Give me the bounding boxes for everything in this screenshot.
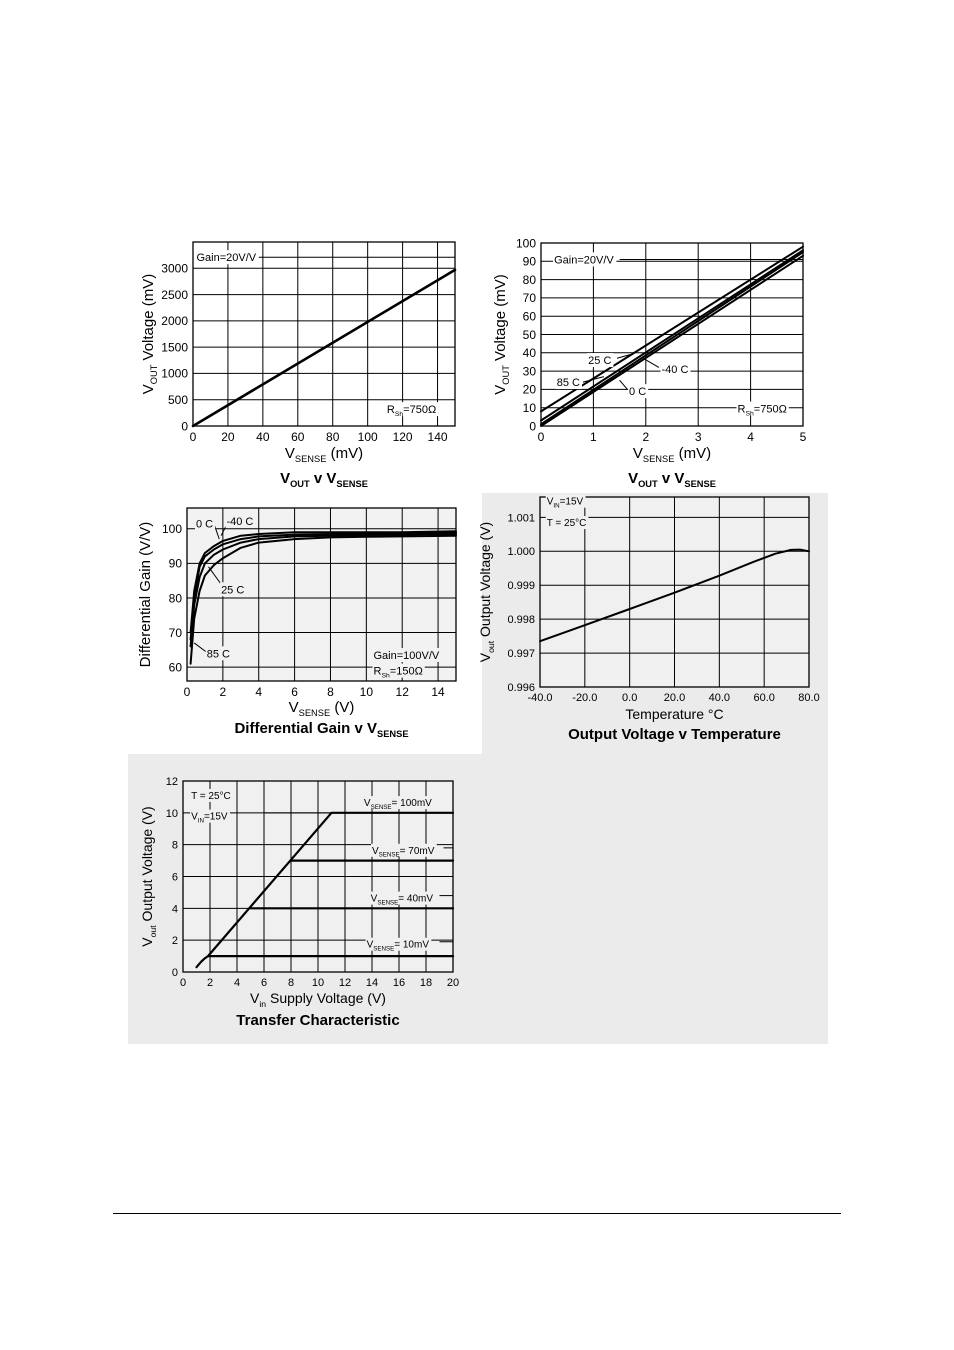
x-tick-label: 14 <box>431 685 445 699</box>
y-tick-label: 60 <box>522 309 536 324</box>
chart-title: $V_{OUT}$ v $V_{SENSE}$ <box>628 470 716 490</box>
annotation-label: 85 C <box>556 377 580 390</box>
x-axis-label: $V_{SENSE}$ (V) <box>288 699 355 719</box>
x-tick-label: 6 <box>291 685 298 699</box>
y-axis-label: Differential Gain (V/V) <box>137 521 154 668</box>
x-tick-label: 6 <box>260 977 268 989</box>
annotation-label: 25 C <box>588 355 612 368</box>
annotation-label: $R_{Sh}=750\Omega$ <box>386 404 437 419</box>
y-tick-label: 1500 <box>161 340 188 355</box>
y-tick-label: 1.000 <box>507 546 535 559</box>
x-tick-label: -40.0 <box>527 692 553 704</box>
x-tick-label: 20 <box>446 977 460 989</box>
y-tick-label: 2000 <box>161 314 188 329</box>
annotation-label: $V_{SENSE}= 100mV$ <box>363 798 432 811</box>
y-tick-label: 20 <box>522 382 536 397</box>
y-tick-label: 6 <box>171 871 178 884</box>
x-tick-label: 1 <box>590 430 597 444</box>
y-tick-label: 90 <box>522 254 536 269</box>
annotation-label: $V_{IN}=15V$ <box>546 496 584 510</box>
x-tick-label: 8 <box>327 685 334 699</box>
annotation-label: 0 C <box>629 386 647 399</box>
x-tick-label: 140 <box>427 430 448 444</box>
x-tick-label: 4 <box>233 977 241 989</box>
annotation-label: 25 C <box>221 584 245 597</box>
x-tick-label: 4 <box>255 685 263 699</box>
y-tick-label: 80 <box>168 591 182 606</box>
y-tick-label: 1000 <box>161 366 188 381</box>
annotation-label: Gain=20V/V <box>554 254 614 267</box>
x-tick-label: 2 <box>206 977 214 989</box>
x-tick-label: 20.0 <box>663 692 686 704</box>
annotation-label: $V_{SENSE}= 10mV$ <box>366 939 430 953</box>
y-tick-label: 30 <box>522 364 536 379</box>
x-axis-label: Temperature °C <box>625 706 724 722</box>
x-tick-label: 14 <box>365 977 379 989</box>
x-tick-label: 10 <box>311 977 325 989</box>
y-tick-label: 0.998 <box>507 614 535 627</box>
annotation-label: $V_{SENSE}= 70mV$ <box>372 845 435 859</box>
chart-title: Output Voltage v Temperature <box>568 726 781 743</box>
annotation-label: -40 C <box>226 515 254 528</box>
y-tick-label: 0 <box>181 419 188 434</box>
x-tick-label: 20 <box>221 430 235 444</box>
x-tick-label: 5 <box>799 430 807 444</box>
x-tick-label: 0 <box>183 685 191 699</box>
x-tick-label: 120 <box>392 430 413 444</box>
x-tick-label: 100 <box>357 430 378 444</box>
x-tick-label: 3 <box>694 430 702 444</box>
x-tick-label: 16 <box>392 977 406 989</box>
y-tick-label: 90 <box>168 556 182 571</box>
x-axis-label: $V_{SENSE}$ (mV) <box>284 445 364 465</box>
chart-c2 <box>492 236 807 489</box>
y-tick-label: 2 <box>171 935 178 948</box>
x-tick-label: 18 <box>419 977 433 989</box>
x-tick-label: 80.0 <box>798 692 820 704</box>
annotation-label: $R_{Sh}=150\Omega$ <box>373 665 423 680</box>
y-tick-label: 0 <box>171 966 178 979</box>
x-axis-label: $V_{SENSE}$ (mV) <box>632 445 712 465</box>
x-tick-label: 2 <box>642 430 650 444</box>
annotation-label: -40 C <box>661 364 689 377</box>
y-tick-label: 500 <box>167 393 188 408</box>
y-tick-label: 3000 <box>161 261 188 276</box>
annotation-label: Gain=100V/V <box>373 650 440 663</box>
y-tick-label: 40 <box>522 346 536 361</box>
x-tick-label: 0.0 <box>622 692 638 704</box>
y-tick-label: 0.997 <box>507 648 535 661</box>
footer-rule <box>113 1213 841 1214</box>
x-axis-label: $V_{in}$ Supply Voltage (V) <box>250 990 386 1009</box>
x-tick-label: 4 <box>747 430 754 444</box>
chart-title: Differential Gain v $V_{SENSE}$ <box>234 720 409 740</box>
annotation-label: $V_{IN}=15V$ <box>191 811 228 825</box>
y-tick-label: 50 <box>522 327 536 342</box>
y-axis-label: $V_{out}$ Output Voltage (V) <box>139 806 158 947</box>
x-tick-label: 60.0 <box>753 692 775 704</box>
y-axis-label: $V_{out}$ Output Voltage (V) <box>477 521 496 663</box>
x-tick-label: 8 <box>287 977 295 989</box>
y-tick-label: 100 <box>515 236 536 251</box>
x-tick-label: 0 <box>537 430 545 444</box>
y-tick-label: 8 <box>171 839 178 852</box>
plot-area <box>193 242 455 426</box>
x-tick-label: 60 <box>291 430 305 444</box>
chart-title: $V_{OUT}$ v $V_{SENSE}$ <box>280 470 368 490</box>
y-tick-label: 10 <box>165 807 178 820</box>
y-tick-label: 10 <box>522 401 536 416</box>
y-axis-label: $V_{OUT}$ Voltage (mV) <box>492 274 512 395</box>
y-axis-label: $V_{OUT}$ Voltage (mV) <box>140 273 160 395</box>
y-tick-label: 70 <box>522 291 536 306</box>
x-tick-label: 40.0 <box>708 692 731 704</box>
annotation-label: $R_{Sh}=750\Omega$ <box>737 403 787 418</box>
x-tick-label: 12 <box>395 685 409 699</box>
x-tick-label: 10 <box>359 685 374 699</box>
y-tick-label: 2500 <box>161 287 188 302</box>
chart-c1 <box>140 242 455 489</box>
y-tick-label: 0 <box>529 419 536 434</box>
x-tick-label: 0 <box>189 430 197 444</box>
y-tick-label: 0.996 <box>507 681 535 694</box>
y-tick-label: 4 <box>171 903 178 916</box>
annotation-label: T = 25°C <box>546 518 587 530</box>
x-tick-label: 0 <box>179 977 187 989</box>
chart-c3 <box>137 508 456 739</box>
y-tick-label: 1.001 <box>507 512 535 525</box>
y-tick-label: 12 <box>165 775 178 788</box>
y-tick-label: 80 <box>522 272 536 287</box>
annotation-label: T = 25°C <box>191 790 231 802</box>
y-tick-label: 0.999 <box>507 580 535 593</box>
y-tick-label: 60 <box>168 660 182 675</box>
chart-title: Transfer Characteristic <box>236 1012 400 1029</box>
annotation-label: 0 C <box>195 518 214 531</box>
annotation-label: 85 C <box>206 648 230 661</box>
x-tick-label: 2 <box>219 685 227 699</box>
x-tick-label: 12 <box>338 977 352 989</box>
x-tick-label: 80 <box>326 430 340 444</box>
annotation-label: Gain=20V/V <box>196 252 257 265</box>
y-tick-label: 100 <box>161 522 182 537</box>
annotation-label: $V_{SENSE}= 40mV$ <box>370 893 434 907</box>
y-tick-label: 70 <box>168 625 182 640</box>
x-tick-label: -20.0 <box>572 692 598 704</box>
x-tick-label: 40 <box>256 430 270 444</box>
